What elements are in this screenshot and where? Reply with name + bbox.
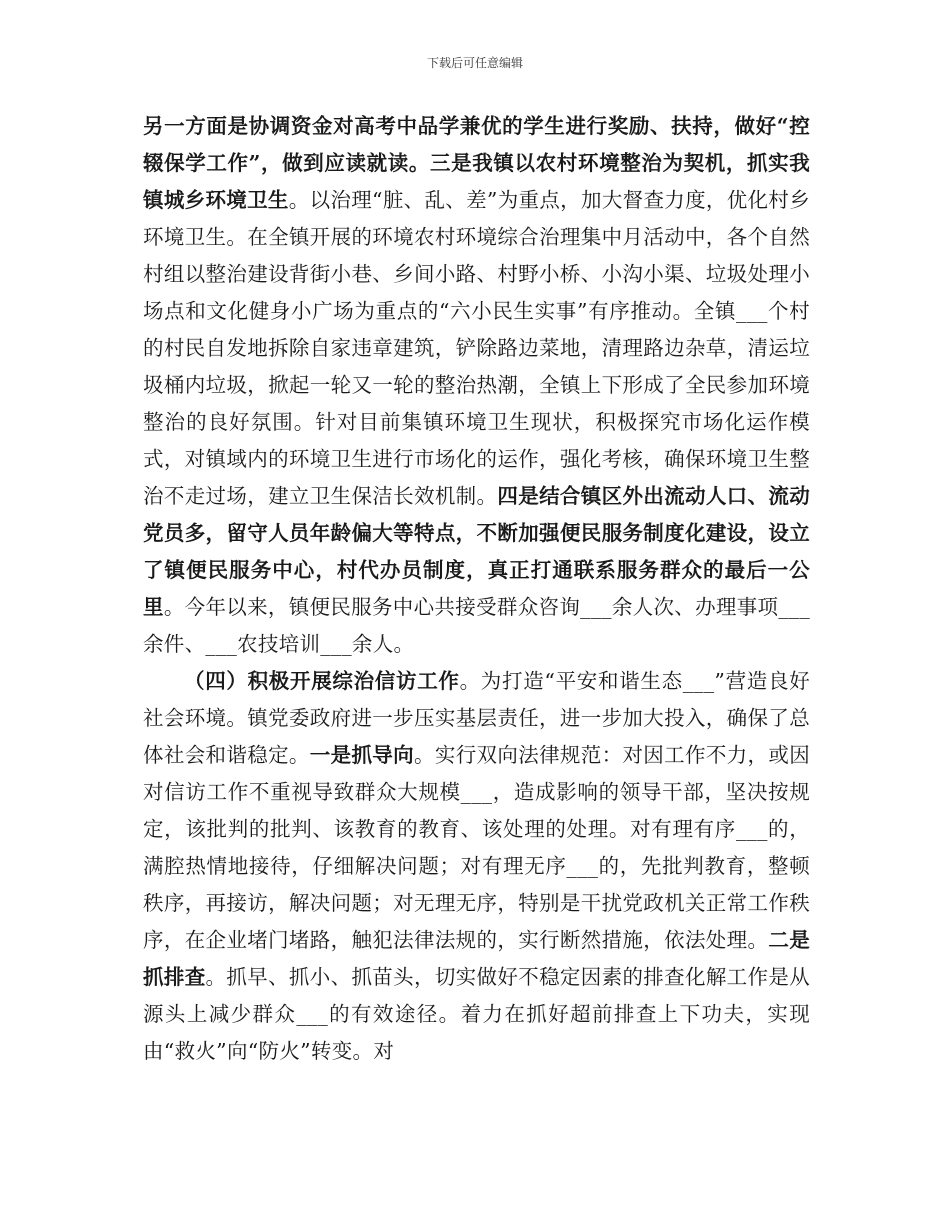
body-text: 。以治理“脏、乱、差”为重点，加大督查力度，优化村乡环境卫生。在全镇开展的环境农村环境综合治理集中月活动中，各个自然村组以整治建设背街小巷、乡间小路、村野小桥、小沟小渠、垃圾处理小场点和文化健身小广场为重点的“六小民生实事”有序推动。全镇___个村的村民自发地拆除自家违章建筑，铲除路边菜地，清理路边杂草，清运垃圾桶内垃圾，掀起一轮又一轮的整治热潮，全镇上下形成了全民参加环境整治的良好氛围。针对目前集镇环境卫生现状，积极探究市场化运作模式，对镇域内的环境卫生进行市场化的运作，强化考核，确保环境卫生整治不走过场，建立卫生保洁长效机制。 bbox=[143, 188, 810, 508]
body-text: 。实行双向法律规范：对因工作不力，或因对信访工作不重视导致群众大规模___，造成影响的领导干部，坚决按规定，该批判的批判、该教育的教育、该处理的处理。对有理有序___的，满腔热情地接待，仔细解决问题；对有理无序___的，先批判教育，整顿秩序，再接访，解决问题；对无理无序，特别是干扰党政机关正常工作秩序，在企业堵门堵路，触犯法律法规的，实行断然措施，依法处理。 bbox=[143, 743, 811, 952]
document-body bbox=[143, 108, 810, 1070]
bold-text: 另一方面是协调资金对高考中品学兼优的学生进行奖励、扶持，做好“控辍保学工作”，做到应读就读。三是我镇以农村环境整治为契机，抓实我镇城乡环境卫生 bbox=[143, 114, 810, 212]
paragraph-environment-services bbox=[143, 108, 810, 663]
bold-text: 一是抓导向 bbox=[309, 743, 414, 767]
bold-text: 二是抓排查 bbox=[143, 928, 810, 989]
body-text: 。为打造“平安和谐生态___”营造良好社会环境。镇党委政府进一步压实基层责任，进一步加大投入，确保了总体社会和谐稳定。 bbox=[143, 669, 810, 767]
section-heading: （四）积极开展综治信访工作 bbox=[184, 669, 460, 693]
paragraph-petition-work bbox=[143, 663, 810, 1070]
bold-text: 四是结合镇区外出流动人口、流动党员多，留守人员年龄偏大等特点，不断加强便民服务制度化建设，设立了镇便民服务中心，村代办员制度，真正打通联系服务群众的最后一公里 bbox=[143, 484, 811, 619]
body-text: 。抓早、抓小、抓苗头，切实做好不稳定因素的排查化解工作是从源头上减少群众___的有效途径。着力在抓好超前排查上下功夫，实现由“救火”向“防火”转变。对 bbox=[143, 965, 811, 1063]
page-header: 下载后可任意编辑 bbox=[426, 56, 523, 70]
body-text: 。今年以来，镇便民服务中心共接受群众咨询___余人次、办理事项___余件、___农技培训___余人。 bbox=[143, 595, 810, 656]
